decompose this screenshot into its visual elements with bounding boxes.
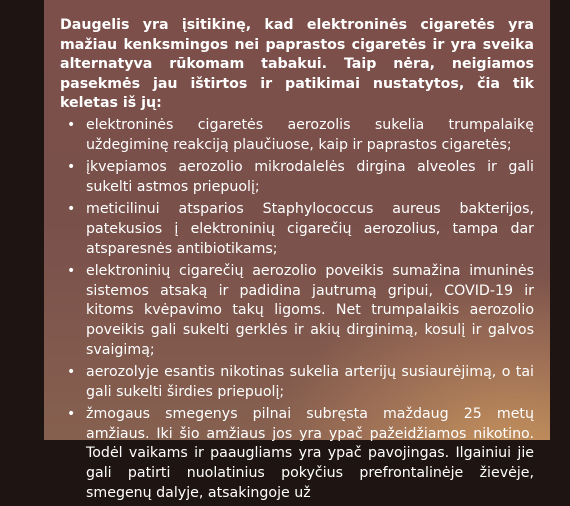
bullet-icon: • (67, 159, 76, 176)
list-item (60, 158, 534, 197)
list-item (60, 363, 534, 402)
list-item-text: aerozolyje esantis nikotinas sukelia arterijų susiaurėjimą, o tai gali sukelti širdies priepuolį; (86, 364, 534, 400)
intro-paragraph: Daugelis yra įsitikinę, kad elektroninės cigaretės yra mažiau kenksmingos nei paprastos cigaretės ir yra sveika alternatyva rūkomam tabakui. Taip nėra, neigiamos pasekmės jau ištirtos ir patikimai nustatytos, čia tik keletas iš jų: (60, 17, 534, 112)
bullet-icon: • (67, 406, 76, 423)
bullet-icon: • (67, 263, 76, 280)
card-content (60, 16, 534, 506)
bullet-icon: • (67, 201, 76, 218)
bullet-icon: • (67, 116, 76, 133)
list-item-text: žmogaus smegenys pilnai subręsta maždaug 25 metų amžiaus. Iki šio amžiaus jos yra ypač pažeidžiamos nikotino. Todėl vaikams ir paaugliams yra ypač pavojingas. Ilgainiui jie gali patirti nuolatinius pokyčius prefrontalinėje žievėje, smegenų dalyje, atsakingoje už (86, 406, 534, 501)
effects-list (60, 116, 534, 503)
list-item (60, 200, 534, 259)
list-item-text: elektroninių cigarečių aerozolio poveikis sumažina imuninės sistemos atsaką ir padidina jautrumą gripui, COVID-19 ir kitoms kvėpavimo takų ligoms. Net trumpalaikis aerozolio poveikis gali sukelti gerklės ir akių dirginimą, kosulį ir galvos svaigimą; (86, 263, 534, 358)
list-item-text: meticilinui atsparios Staphylococcus aureus bakterijos, patekusios į elektroninių cigarečių aerozolius, tampa dar atsparesnės antibiotikams; (86, 201, 534, 257)
list-item (60, 116, 534, 155)
list-item-text: elektroninės cigaretės aerozolis sukelia trumpalaikę uždegiminę reakciją plaučiuose, kaip ir paprastos cigaretės; (86, 116, 534, 153)
info-card (44, 0, 550, 501)
bullet-icon: • (67, 364, 76, 381)
list-item (60, 262, 534, 360)
list-item-text: įkvepiamos aerozolio mikrodalelės dirgina alveoles ir gali sukelti astmos priepuolį; (86, 159, 534, 195)
list-item (60, 405, 534, 503)
